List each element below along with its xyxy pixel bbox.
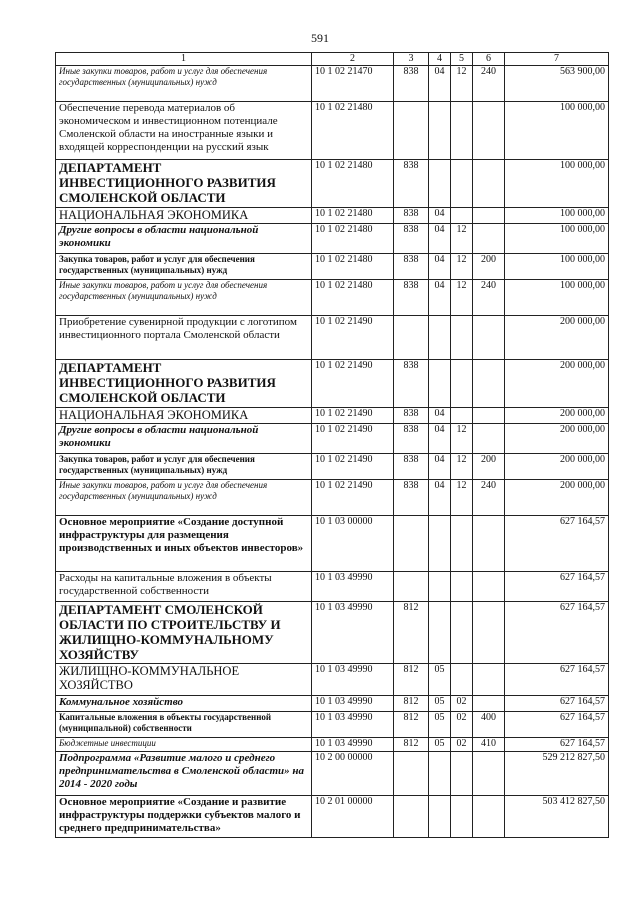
column-header: 7 [505, 53, 609, 66]
vr-cell [473, 360, 505, 408]
table-row [56, 208, 609, 224]
table-row [56, 66, 609, 102]
vr-cell [473, 224, 505, 254]
gr-cell: 838 [394, 360, 429, 408]
rz-cell: 04 [429, 208, 451, 224]
table-row [56, 572, 609, 602]
vr-cell [473, 408, 505, 424]
amount-cell: 627 164,57 [505, 602, 609, 664]
vr-cell: 240 [473, 280, 505, 316]
gr-cell: 838 [394, 408, 429, 424]
row-name-cell: Бюджетные инвестиции [56, 738, 312, 752]
vr-cell [473, 208, 505, 224]
target-article-cell: 10 1 02 21480 [312, 280, 394, 316]
vr-cell: 240 [473, 480, 505, 516]
rz-cell: 05 [429, 712, 451, 738]
table-row [56, 316, 609, 360]
target-article-cell: 10 1 02 21480 [312, 102, 394, 160]
gr-cell: 838 [394, 454, 429, 480]
amount-cell: 200 000,00 [505, 424, 609, 454]
vr-cell: 200 [473, 454, 505, 480]
amount-cell: 100 000,00 [505, 208, 609, 224]
table-row [56, 254, 609, 280]
rz-cell [429, 516, 451, 572]
table-row [56, 102, 609, 160]
target-article-cell: 10 1 02 21470 [312, 66, 394, 102]
rz-cell: 04 [429, 454, 451, 480]
amount-cell: 529 212 827,50 [505, 752, 609, 796]
row-name-cell: НАЦИОНАЛЬНАЯ ЭКОНОМИКА [56, 408, 312, 424]
target-article-cell: 10 2 01 00000 [312, 796, 394, 838]
gr-cell: 812 [394, 712, 429, 738]
pr-cell [451, 208, 473, 224]
table-row [56, 480, 609, 516]
vr-cell [473, 796, 505, 838]
pr-cell [451, 796, 473, 838]
pr-cell [451, 602, 473, 664]
pr-cell: 12 [451, 424, 473, 454]
column-header: 1 [56, 53, 312, 66]
rz-cell [429, 752, 451, 796]
row-name-cell: ДЕПАРТАМЕНТ ИНВЕСТИЦИОННОГО РАЗВИТИЯ СМОЛЕНСКОЙ ОБЛАСТИ [56, 160, 312, 208]
target-article-cell: 10 1 02 21480 [312, 224, 394, 254]
target-article-cell: 10 2 00 00000 [312, 752, 394, 796]
gr-cell: 838 [394, 480, 429, 516]
pr-cell: 12 [451, 254, 473, 280]
pr-cell: 12 [451, 66, 473, 102]
gr-cell: 838 [394, 280, 429, 316]
row-name-cell: Расходы на капитальные вложения в объекты государственной собственности [56, 572, 312, 602]
vr-cell [473, 160, 505, 208]
row-name-cell: Иные закупки товаров, работ и услуг для обеспечения государственных (муниципальных) нужд [56, 66, 312, 102]
rz-cell: 04 [429, 224, 451, 254]
pr-cell: 02 [451, 696, 473, 712]
row-name-cell: Основное мероприятие «Создание и развитие инфраструктуры поддержки субъектов малого и среднего предпринимательства» [56, 796, 312, 838]
table-row [56, 224, 609, 254]
target-article-cell: 10 1 02 21490 [312, 454, 394, 480]
target-article-cell: 10 1 03 49990 [312, 572, 394, 602]
table-row [56, 424, 609, 454]
vr-cell: 240 [473, 66, 505, 102]
amount-cell: 200 000,00 [505, 316, 609, 360]
vr-cell [473, 602, 505, 664]
amount-cell: 100 000,00 [505, 224, 609, 254]
rz-cell [429, 102, 451, 160]
column-header: 3 [394, 53, 429, 66]
gr-cell: 838 [394, 224, 429, 254]
rz-cell: 04 [429, 480, 451, 516]
gr-cell: 838 [394, 208, 429, 224]
vr-cell [473, 516, 505, 572]
pr-cell [451, 516, 473, 572]
row-name-cell: ДЕПАРТАМЕНТ ИНВЕСТИЦИОННОГО РАЗВИТИЯ СМОЛЕНСКОЙ ОБЛАСТИ [56, 360, 312, 408]
column-header: 5 [451, 53, 473, 66]
vr-cell: 400 [473, 712, 505, 738]
table-row [56, 712, 609, 738]
rz-cell: 04 [429, 66, 451, 102]
table-row [56, 696, 609, 712]
table-row [56, 454, 609, 480]
rz-cell [429, 572, 451, 602]
amount-cell: 627 164,57 [505, 712, 609, 738]
gr-cell: 812 [394, 664, 429, 696]
vr-cell [473, 316, 505, 360]
pr-cell: 02 [451, 712, 473, 738]
gr-cell [394, 102, 429, 160]
table-row [56, 602, 609, 664]
rz-cell [429, 160, 451, 208]
rz-cell [429, 316, 451, 360]
table-row [56, 738, 609, 752]
gr-cell [394, 572, 429, 602]
rz-cell: 05 [429, 696, 451, 712]
gr-cell: 838 [394, 160, 429, 208]
amount-cell: 627 164,57 [505, 516, 609, 572]
target-article-cell: 10 1 02 21480 [312, 160, 394, 208]
vr-cell [473, 664, 505, 696]
target-article-cell: 10 1 03 49990 [312, 738, 394, 752]
table-row [56, 752, 609, 796]
row-name-cell: Иные закупки товаров, работ и услуг для обеспечения государственных (муниципальных) нужд [56, 480, 312, 516]
row-name-cell: Основное мероприятие «Создание доступной инфраструктуры для размещения производственных и иных объектов инвесторов» [56, 516, 312, 572]
gr-cell: 838 [394, 424, 429, 454]
table-row [56, 280, 609, 316]
row-name-cell: Приобретение сувенирной продукции с логотипом инвестиционного портала Смоленской области [56, 316, 312, 360]
target-article-cell: 10 1 02 21490 [312, 408, 394, 424]
gr-cell: 812 [394, 738, 429, 752]
gr-cell: 812 [394, 696, 429, 712]
rz-cell: 04 [429, 254, 451, 280]
rz-cell [429, 602, 451, 664]
vr-cell [473, 696, 505, 712]
target-article-cell: 10 1 03 49990 [312, 696, 394, 712]
rz-cell: 04 [429, 280, 451, 316]
column-header: 4 [429, 53, 451, 66]
gr-cell: 838 [394, 66, 429, 102]
target-article-cell: 10 1 02 21480 [312, 254, 394, 280]
row-name-cell: Обеспечение перевода материалов об экономическом и инвестиционном потенциале Смоленской области на иностранные языки и входящей корреспонденции на русский язык [56, 102, 312, 160]
row-name-cell: Иные закупки товаров, работ и услуг для обеспечения государственных (муниципальных) нужд [56, 280, 312, 316]
pr-cell [451, 316, 473, 360]
amount-cell: 627 164,57 [505, 738, 609, 752]
target-article-cell: 10 1 03 49990 [312, 602, 394, 664]
table-row [56, 160, 609, 208]
target-article-cell: 10 1 02 21490 [312, 480, 394, 516]
vr-cell: 200 [473, 254, 505, 280]
row-name-cell: Капитальные вложения в объекты государственной (муниципальной) собственности [56, 712, 312, 738]
row-name-cell: Другие вопросы в области национальной экономики [56, 424, 312, 454]
pr-cell [451, 102, 473, 160]
row-name-cell: Закупка товаров, работ и услуг для обеспечения государственных (муниципальных) нужд [56, 254, 312, 280]
page-number: 591 [311, 31, 329, 45]
pr-cell [451, 360, 473, 408]
vr-cell [473, 572, 505, 602]
amount-cell: 627 164,57 [505, 572, 609, 602]
target-article-cell: 10 1 03 49990 [312, 664, 394, 696]
row-name-cell: ЖИЛИЩНО-КОММУНАЛЬНОЕ ХОЗЯЙСТВО [56, 664, 312, 696]
pr-cell [451, 752, 473, 796]
pr-cell: 02 [451, 738, 473, 752]
rz-cell: 05 [429, 738, 451, 752]
pr-cell [451, 408, 473, 424]
vr-cell [473, 752, 505, 796]
table-row [56, 796, 609, 838]
rz-cell [429, 796, 451, 838]
target-article-cell: 10 1 02 21490 [312, 424, 394, 454]
row-name-cell: ДЕПАРТАМЕНТ СМОЛЕНСКОЙ ОБЛАСТИ ПО СТРОИТЕЛЬСТВУ И ЖИЛИЩНО-КОММУНАЛЬНОМУ ХОЗЯЙСТВУ [56, 602, 312, 664]
gr-cell: 812 [394, 602, 429, 664]
amount-cell: 100 000,00 [505, 160, 609, 208]
table-row [56, 408, 609, 424]
gr-cell [394, 516, 429, 572]
rz-cell: 05 [429, 664, 451, 696]
row-name-cell: Подпрограмма «Развитие малого и среднего предпринимательства в Смоленской области» на 2014 - 2020 годы [56, 752, 312, 796]
gr-cell: 838 [394, 254, 429, 280]
vr-cell [473, 102, 505, 160]
row-name-cell: Коммунальное хозяйство [56, 696, 312, 712]
amount-cell: 627 164,57 [505, 664, 609, 696]
vr-cell: 410 [473, 738, 505, 752]
pr-cell: 12 [451, 480, 473, 516]
pr-cell: 12 [451, 224, 473, 254]
target-article-cell: 10 1 02 21490 [312, 360, 394, 408]
gr-cell [394, 752, 429, 796]
budget-table [55, 52, 609, 838]
gr-cell [394, 796, 429, 838]
amount-cell: 200 000,00 [505, 454, 609, 480]
vr-cell [473, 424, 505, 454]
row-name-cell: Закупка товаров, работ и услуг для обеспечения государственных (муниципальных) нужд [56, 454, 312, 480]
column-header: 6 [473, 53, 505, 66]
target-article-cell: 10 1 03 00000 [312, 516, 394, 572]
amount-cell: 563 900,00 [505, 66, 609, 102]
rz-cell: 04 [429, 424, 451, 454]
amount-cell: 100 000,00 [505, 254, 609, 280]
amount-cell: 200 000,00 [505, 480, 609, 516]
pr-cell: 12 [451, 454, 473, 480]
pr-cell [451, 664, 473, 696]
pr-cell [451, 160, 473, 208]
target-article-cell: 10 1 02 21490 [312, 316, 394, 360]
amount-cell: 200 000,00 [505, 360, 609, 408]
pr-cell: 12 [451, 280, 473, 316]
amount-cell: 100 000,00 [505, 280, 609, 316]
amount-cell: 100 000,00 [505, 102, 609, 160]
amount-cell: 627 164,57 [505, 696, 609, 712]
rz-cell: 04 [429, 408, 451, 424]
amount-cell: 200 000,00 [505, 408, 609, 424]
pr-cell [451, 572, 473, 602]
row-name-cell: НАЦИОНАЛЬНАЯ ЭКОНОМИКА [56, 208, 312, 224]
row-name-cell: Другие вопросы в области национальной экономики [56, 224, 312, 254]
column-header-row [56, 53, 609, 66]
target-article-cell: 10 1 03 49990 [312, 712, 394, 738]
amount-cell: 503 412 827,50 [505, 796, 609, 838]
table-row [56, 516, 609, 572]
table-row [56, 664, 609, 696]
rz-cell [429, 360, 451, 408]
column-header: 2 [312, 53, 394, 66]
gr-cell [394, 316, 429, 360]
target-article-cell: 10 1 02 21480 [312, 208, 394, 224]
table-row [56, 360, 609, 408]
